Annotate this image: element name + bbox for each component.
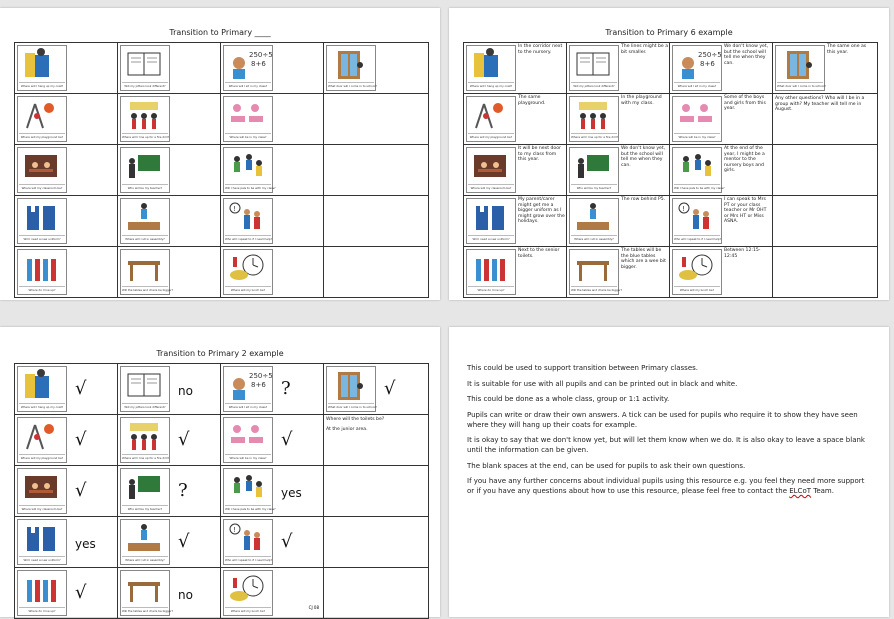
teacher-icon (124, 470, 164, 502)
grid-cell (15, 196, 118, 247)
symbol-card (17, 366, 67, 412)
grid-row (15, 94, 429, 145)
symbol-caption: Will my jotters look different? (122, 82, 168, 89)
door-icon (779, 47, 819, 79)
class-icon (676, 47, 722, 79)
paragraph: It is suitable for use with all pupils and can be printed out in black and white. (467, 379, 738, 388)
answer-mark: yes (75, 537, 96, 551)
symbol-card (120, 198, 170, 244)
tick-mark: √ (384, 378, 396, 399)
class-icon (227, 368, 273, 400)
symbol-caption: Will I have pals to be with my class? (674, 186, 725, 190)
symbol-caption: Where will I hang up my coat? (469, 84, 513, 88)
uniform-icon (21, 200, 61, 232)
grid-cell (15, 364, 118, 415)
help-icon (676, 200, 716, 232)
symbol-card (672, 45, 722, 91)
grid-cell (221, 517, 324, 568)
line-up-icon (124, 419, 164, 451)
grid-cell (670, 94, 773, 145)
grid-cell (773, 43, 878, 94)
grid-cell (324, 517, 429, 568)
symbol-caption: Will I need a new uniform? (468, 235, 514, 242)
grid-row (464, 196, 878, 247)
symbol-card (17, 519, 67, 565)
symbol-caption: What door will I come in to school? (328, 405, 377, 409)
grid-cell (670, 43, 773, 94)
team-suffix: Team. (811, 487, 834, 495)
symbol-caption: Will my jotters look different? (122, 403, 168, 410)
grid-cell (15, 247, 118, 298)
grid-cell (464, 145, 567, 196)
tick-mark: √ (75, 480, 87, 501)
symbol-card (17, 249, 67, 295)
grid-cell (221, 247, 324, 298)
symbol-caption: Where will I sit in my class? (225, 403, 271, 410)
symbol-caption: Will the tables and chairs be bigger? (122, 609, 174, 613)
grid-cell (118, 247, 221, 298)
symbol-card (17, 96, 67, 142)
symbol-caption: Where will my lunch be? (225, 286, 271, 293)
symbol-caption: Will I need a new uniform? (19, 235, 65, 242)
symbol-caption: Will my jotters look different? (571, 82, 617, 89)
answer-mark: ? (178, 480, 188, 501)
toilet-icon (470, 251, 510, 283)
answer-mark: no (178, 384, 193, 398)
symbol-caption: Where will my playground be? (20, 456, 64, 460)
grid-row (15, 517, 429, 568)
assembly-icon (124, 200, 164, 232)
svg-text:250÷5: 250÷5 (249, 51, 273, 59)
symbol-caption: Who will be my teacher? (122, 184, 168, 191)
page-title: Transition to Primary 6 example (605, 28, 733, 37)
page-title: Transition to Primary 2 example (156, 349, 284, 358)
grid-cell (221, 43, 324, 94)
symbol-card (466, 45, 516, 91)
table-icon (124, 251, 164, 283)
answer-mark: no (178, 588, 193, 602)
answer-note: Between 12:15-12:45 (724, 248, 761, 259)
coat-icon (470, 47, 510, 79)
grid-cell (15, 94, 118, 145)
symbol-card (672, 96, 722, 142)
answer-note: We don't know yet, but the school will tell me when they can. (621, 146, 666, 168)
symbol-card (223, 96, 273, 142)
help-icon (227, 521, 267, 553)
answer-mark: yes (281, 486, 302, 500)
grid-cell (221, 145, 324, 196)
teacher-icon (573, 149, 613, 181)
symbol-caption: What door will I come in to school? (328, 84, 377, 88)
answer-note: In the playground with my class. (621, 95, 662, 106)
symbol-card (569, 249, 623, 295)
answer-note: The lines might be a bit smaller. (621, 44, 669, 55)
symbol-card (223, 417, 273, 463)
svg-text:250÷5: 250÷5 (698, 51, 722, 59)
grid-cell (221, 466, 324, 517)
door-icon (330, 47, 370, 79)
tick-mark: √ (75, 429, 87, 450)
answer-note: Any other questions? Who will I be in a group with? My teacher will tell me in August. (775, 96, 865, 113)
svg-text:!: ! (233, 526, 236, 534)
classroom-icon (470, 149, 510, 181)
jotter-icon (124, 368, 164, 400)
uniform-icon (21, 521, 61, 553)
symbol-card (223, 147, 276, 193)
grid-cell (221, 415, 324, 466)
paragraph: Pupils can write or draw their own answers. A tick can be used for pupils who require it to show they have seen where they will hang up their coats for example. (467, 410, 858, 429)
grid-cell (221, 568, 324, 619)
page-3 (0, 327, 440, 617)
symbol-caption: Where will be in my class? (225, 454, 271, 461)
svg-text:250÷5: 250÷5 (249, 372, 273, 380)
grid-row (464, 247, 878, 298)
symbol-card (569, 147, 619, 193)
tick-mark: √ (75, 378, 87, 399)
grid-cell (118, 466, 221, 517)
grid-cell (221, 94, 324, 145)
page-4 (449, 327, 889, 617)
playground-icon (470, 98, 510, 130)
svg-text:!: ! (682, 205, 685, 213)
line-up-icon (573, 98, 613, 130)
symbol-card (120, 96, 170, 142)
paragraph: This could be done as a whole class, group or 1:1 activity. (467, 395, 670, 403)
answer-note: The same playground. (518, 95, 546, 106)
paragraph: It is okay to say that we don't know yet, but will let them know when we do. It is also okay to leave a space blank until the information can be given. (467, 436, 865, 454)
symbol-card (223, 519, 273, 565)
tick-mark: √ (178, 429, 190, 450)
grid-cell (15, 568, 118, 619)
grid-cell (221, 364, 324, 415)
lunch-icon (227, 572, 267, 604)
contact-text: If you have any further concerns about individual pupils using this resource e.g. you feel they need more support or if you have any questions about how to use this resource, please feel free to contact the (467, 477, 865, 495)
coat-icon (21, 47, 61, 79)
symbol-card (569, 96, 619, 142)
symbol-caption: Where will my lunch be? (225, 607, 271, 614)
symbol-card (223, 198, 273, 244)
symbol-card (17, 147, 67, 193)
assembly-icon (573, 200, 613, 232)
grid-cell (324, 196, 429, 247)
answer-mark: ? (281, 378, 291, 399)
symbol-caption: Where will be in my class? (225, 133, 271, 140)
grid-cell (324, 247, 429, 298)
symbol-card (672, 147, 725, 193)
symbol-card (120, 468, 170, 514)
table-icon (124, 572, 164, 604)
grid-cell (15, 43, 118, 94)
answer-note: The same one as this year. (827, 44, 867, 55)
assembly-icon (124, 521, 164, 553)
grid-cell (118, 415, 221, 466)
answer-note: We don't know yet, but the school will tell me when they can. (724, 44, 769, 66)
grid-cell (221, 196, 324, 247)
svg-text:8+6: 8+6 (700, 60, 715, 68)
tick-mark: √ (178, 531, 190, 552)
symbol-caption: Where will I sit in assembly? (122, 235, 168, 242)
symbol-caption: Where do I line up? (19, 286, 65, 293)
desk-icon (227, 419, 267, 451)
team-name: ELCoT (789, 487, 812, 495)
grid-cell (670, 247, 773, 298)
table-icon (573, 251, 613, 283)
grid-row (15, 43, 429, 94)
grid-cell (567, 247, 670, 298)
paragraph: The blank spaces at the end, can be used for pupils to ask their own questions. (467, 461, 746, 470)
svg-text:!: ! (233, 205, 236, 213)
symbol-caption: Where will I sit in my class? (674, 82, 720, 89)
grid-cell (15, 415, 118, 466)
symbol-card (17, 198, 67, 244)
answer-note: The tables will be the blue tables which are a wee bit bigger. (621, 248, 666, 270)
symbol-caption: Where will I line up for a fire drill? (122, 456, 170, 460)
tick-grid (14, 363, 429, 619)
symbol-caption: Where will my playground be? (20, 135, 64, 139)
symbol-card (223, 45, 273, 91)
svg-text:8+6: 8+6 (251, 60, 266, 68)
symbol-caption: Where will I sit in assembly? (122, 556, 168, 563)
answer-note: Next to the senior toilets. (518, 248, 560, 259)
symbol-caption: Who will be my teacher? (122, 505, 168, 512)
symbol-caption: Where will my classroom be? (468, 184, 514, 191)
symbol-card (120, 45, 170, 91)
grid-cell (324, 145, 429, 196)
playground-icon (21, 419, 61, 451)
symbol-card (120, 519, 170, 565)
symbol-card (17, 45, 67, 91)
answer-note: In the corridor next to the nursery. (518, 44, 563, 55)
paragraph (467, 476, 872, 496)
grid-cell (567, 145, 670, 196)
jotter-icon (124, 47, 164, 79)
symbol-card (326, 366, 376, 412)
symbol-card (223, 570, 273, 616)
line-up-icon (124, 98, 164, 130)
grid-row (15, 415, 429, 466)
grid-cell (324, 415, 429, 466)
grid-cell (567, 43, 670, 94)
pupil-question: Where will the toilets be? (326, 417, 385, 422)
help-icon (227, 200, 267, 232)
teacher-icon (124, 149, 164, 181)
answer-note: I can speak to Mrs PT or your class teacher or Mr OHT or Mrs HT or Miss ASNA. (724, 197, 767, 225)
grid-row (15, 247, 429, 298)
symbol-card (223, 366, 273, 412)
grid-cell (670, 196, 773, 247)
classroom-icon (21, 470, 61, 502)
grid-cell (15, 517, 118, 568)
uniform-icon (470, 200, 510, 232)
symbol-caption: Where will I hang up my coat? (20, 84, 64, 88)
symbol-card (120, 570, 174, 616)
grid-row (15, 568, 429, 619)
symbol-card (120, 417, 170, 463)
grid-cell (324, 568, 429, 619)
answer-note: Some of the boys and girls from this year. (724, 95, 766, 112)
symbol-caption: Where will my classroom be? (19, 184, 65, 191)
grid-cell (118, 145, 221, 196)
grid-cell (567, 196, 670, 247)
grid-cell (324, 94, 429, 145)
symbol-caption: Will I have pals to be with my class? (225, 186, 276, 190)
grid-row (15, 196, 429, 247)
grid-cell (464, 43, 567, 94)
desk-icon (676, 98, 716, 130)
grid-cell (773, 94, 878, 145)
grid-row (464, 94, 878, 145)
grid-cell (118, 364, 221, 415)
grid-row (464, 145, 878, 196)
symbol-card (569, 45, 619, 91)
symbol-caption: What door will I come in to school? (777, 84, 826, 88)
symbol-caption: Where will my classroom be? (19, 505, 65, 512)
classroom-icon (21, 149, 61, 181)
jotter-icon (573, 47, 613, 79)
class-icon (227, 47, 273, 79)
symbol-card (326, 45, 376, 91)
grid-cell (324, 364, 429, 415)
pals-icon (227, 149, 267, 181)
question-grid (14, 42, 429, 298)
tick-mark: √ (75, 582, 87, 603)
symbol-card (466, 96, 516, 142)
paragraph: This could be used to support transition between Primary classes. (467, 364, 698, 372)
grid-cell (670, 145, 773, 196)
svg-text:8+6: 8+6 (251, 381, 266, 389)
grid-cell (15, 466, 118, 517)
pals-icon (676, 149, 716, 181)
page-1 (0, 8, 440, 300)
answer-note: It will be next door to my class from this year. (518, 146, 561, 163)
symbol-caption: Where do I line up? (19, 607, 65, 614)
coat-icon (21, 368, 61, 400)
symbol-card (223, 249, 273, 295)
grid-cell (118, 196, 221, 247)
grid-cell (773, 145, 878, 196)
pals-icon (227, 470, 267, 502)
symbol-caption: Where will my lunch be? (674, 286, 720, 293)
grid-row (15, 145, 429, 196)
answer-note: My parent/carer might get me a bigger uniform as I might grow over the holidays. (518, 197, 565, 225)
symbol-card (466, 249, 516, 295)
symbol-caption: Where will I line up for a fire drill? (122, 135, 170, 139)
symbol-card (672, 198, 722, 244)
answer-note: The row behind P5. (621, 197, 666, 202)
symbol-card (466, 147, 516, 193)
playground-icon (21, 98, 61, 130)
symbol-caption: Will I have pals to be with my class? (225, 507, 276, 511)
symbol-card (120, 249, 174, 295)
answer-note: At the end of the year, I might be a mentor to the nursery boys and girls. (724, 146, 765, 174)
symbol-caption: Where do I line up? (468, 286, 514, 293)
page-2 (449, 8, 889, 300)
grid-row (15, 466, 429, 517)
symbol-card (17, 468, 67, 514)
grid-cell (118, 517, 221, 568)
symbol-caption: Where will my playground be? (469, 135, 513, 139)
grid-cell (118, 43, 221, 94)
symbol-caption: Where will be in my class? (674, 133, 720, 140)
symbol-card (775, 45, 825, 91)
grid-cell (464, 94, 567, 145)
symbol-card (569, 198, 619, 244)
symbol-card (466, 198, 516, 244)
symbol-card (17, 417, 67, 463)
grid-cell (567, 94, 670, 145)
symbol-caption: Where will I sit in my class? (225, 82, 271, 89)
tick-mark: √ (281, 429, 293, 450)
symbol-card (672, 249, 722, 295)
grid-cell (118, 568, 221, 619)
grid-cell (324, 43, 429, 94)
page-title: Transition to Primary ____ (169, 28, 271, 37)
symbol-card (17, 570, 67, 616)
grid-row (464, 43, 878, 94)
symbol-card (223, 468, 276, 514)
symbol-caption: Will the tables and chairs be bigger? (571, 288, 623, 292)
lunch-icon (227, 251, 267, 283)
symbol-caption: Where will I hang up my coat? (20, 405, 64, 409)
grid-cell (118, 94, 221, 145)
grid-cell (15, 145, 118, 196)
symbol-caption: Who will be my teacher? (571, 184, 617, 191)
symbol-card (120, 147, 170, 193)
toilet-icon (21, 572, 61, 604)
instructions-text (467, 363, 872, 502)
grid-cell (324, 466, 429, 517)
symbol-caption: Where will I sit in assembly? (571, 235, 617, 242)
lunch-icon (676, 251, 716, 283)
grid-cell (773, 196, 878, 247)
door-icon (330, 368, 370, 400)
symbol-card (120, 366, 170, 412)
tick-mark: √ (281, 531, 293, 552)
desk-icon (227, 98, 267, 130)
symbol-caption: Who will I speak to if I need help? (225, 558, 273, 562)
symbol-caption: Who will I speak to if I need help? (225, 237, 273, 241)
grid-cell (464, 247, 567, 298)
example-grid (463, 42, 878, 298)
toilet-icon (21, 251, 61, 283)
symbol-caption: Where will I line up for a fire drill? (571, 135, 619, 139)
grid-row (15, 364, 429, 415)
symbol-caption: Who will I speak to if I need help? (674, 237, 722, 241)
pupil-answer: At the junior area. (326, 427, 368, 432)
corner-label: CJ 08 (308, 605, 319, 610)
symbol-caption: Will I need a new uniform? (19, 556, 65, 563)
grid-cell (464, 196, 567, 247)
symbol-caption: Will the tables and chairs be bigger? (122, 288, 174, 292)
grid-cell (773, 247, 878, 298)
